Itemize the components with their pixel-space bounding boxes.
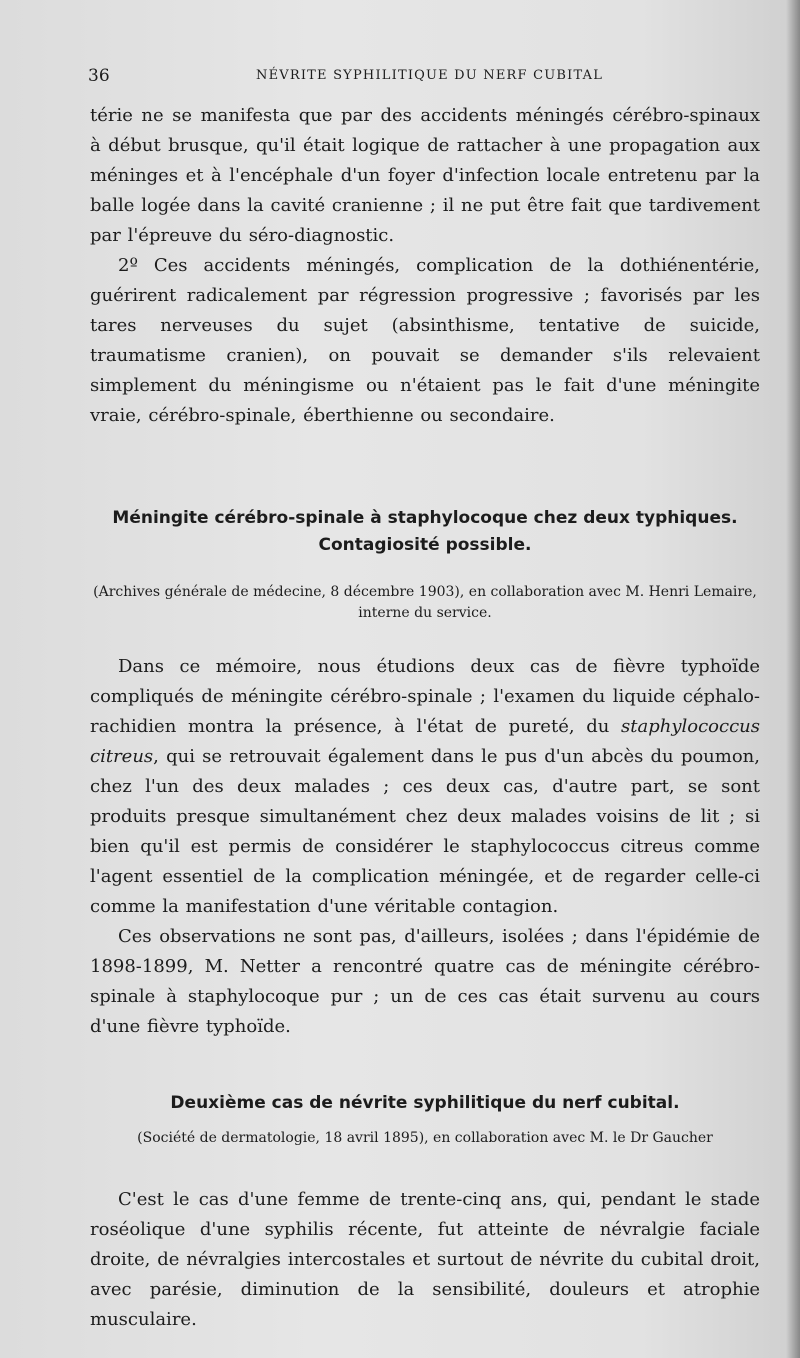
section2-title: Deuxième cas de névrite syphilitique du nerf cubital. — [170, 1093, 680, 1113]
binding-shadow — [786, 0, 800, 1358]
citation-societe — [90, 1128, 760, 1149]
section1-text — [90, 652, 760, 1042]
running-title: NÉVRITE SYPHILITIQUE DU NERF CUBITAL — [256, 68, 604, 83]
section-title-nevrite — [90, 1090, 760, 1117]
section-title-meningite — [90, 505, 760, 559]
running-head — [88, 66, 728, 90]
section2-paragraph-1: C'est le cas d'une femme de trente-cinq ans, qui, pendant le stade roséolique d'une syphilis récente, fut atteinte de névralgie faciale droite, de névralgies intercostales et surtout de névrite du cubital droit, avec parésie, diminution de la sensibilité, douleurs et atrophie musculaire. — [90, 1189, 760, 1330]
page-number: 36 — [88, 66, 110, 86]
section2-text — [90, 1185, 760, 1335]
section1-paragraph-1-start: Dans ce mémoire, nous étudions deux cas de fièvre typhoïde compliqués de méningite cérébro-spinale ; l'examen du liquide céphalo-rachidien montra la présence, à l'état de pureté, du — [90, 656, 760, 737]
section2-citation: (Société de dermatologie, 18 avril 1895), en collaboration avec M. le Dr Gaucher — [137, 1130, 713, 1146]
organism-name: staphylococcus citreus — [90, 716, 760, 767]
section1-paragraph-1 — [90, 652, 760, 922]
section-title-line-1: Méningite cérébro-spinale à staphylocoque chez deux typhiques. — [112, 508, 738, 528]
citation-line-1: (Archives générale de médecine, 8 décembre 1903), en collaboration avec M. Henri Lemaire, — [93, 584, 757, 600]
intro-text — [90, 101, 760, 431]
section-title-line-2: Contagiosité possible. — [318, 535, 532, 555]
citation-line-2: interne du service. — [358, 605, 492, 621]
section1-paragraph-2: Ces observations ne sont pas, d'ailleurs, isolées ; dans l'épidémie de 1898-1899, M. Netter a rencontré quatre cas de méningite cérébro-spinale à staphylocoque pur ; un de ces cas était survenu au cours d'une fièvre typhoïde. — [90, 926, 760, 1037]
section1-paragraph-1-end: , qui se retrouvait également dans le pus d'un abcès du poumon, chez l'un des deux malades ; ces deux cas, d'autre part, se sont produits presque simultanément chez deux malades voisins de lit ; si bien qu'il est permis de considérer le staphylococcus citreus comme l'agent essentiel de la complication méningée, et de regarder celle-ci comme la manifestation d'une véritable contagion. — [90, 746, 760, 917]
intro-paragraph-1: térie ne se manifesta que par des accidents méningés cérébro-spinaux à début brusque, qu'il était logique de rattacher à une propagation aux méninges et à l'encéphale d'un foyer d'infection locale entretenu par la balle logée dans la cavité cranienne ; il ne put être fait que tardivement par l'épreuve du séro-diagnostic. — [90, 105, 760, 246]
citation-archives — [90, 582, 760, 624]
intro-paragraph-2: 2º Ces accidents méningés, complication de la dothiénentérie, guérirent radicalement par régression progressive ; favorisés par les tares nerveuses du sujet (absinthisme, tentative de suicide, traumatisme cranien), on pouvait se demander s'ils relevaient simplement du méningisme ou n'étaient pas le fait d'une méningite vraie, cérébro-spinale, éberthienne ou secondaire. — [90, 255, 760, 426]
